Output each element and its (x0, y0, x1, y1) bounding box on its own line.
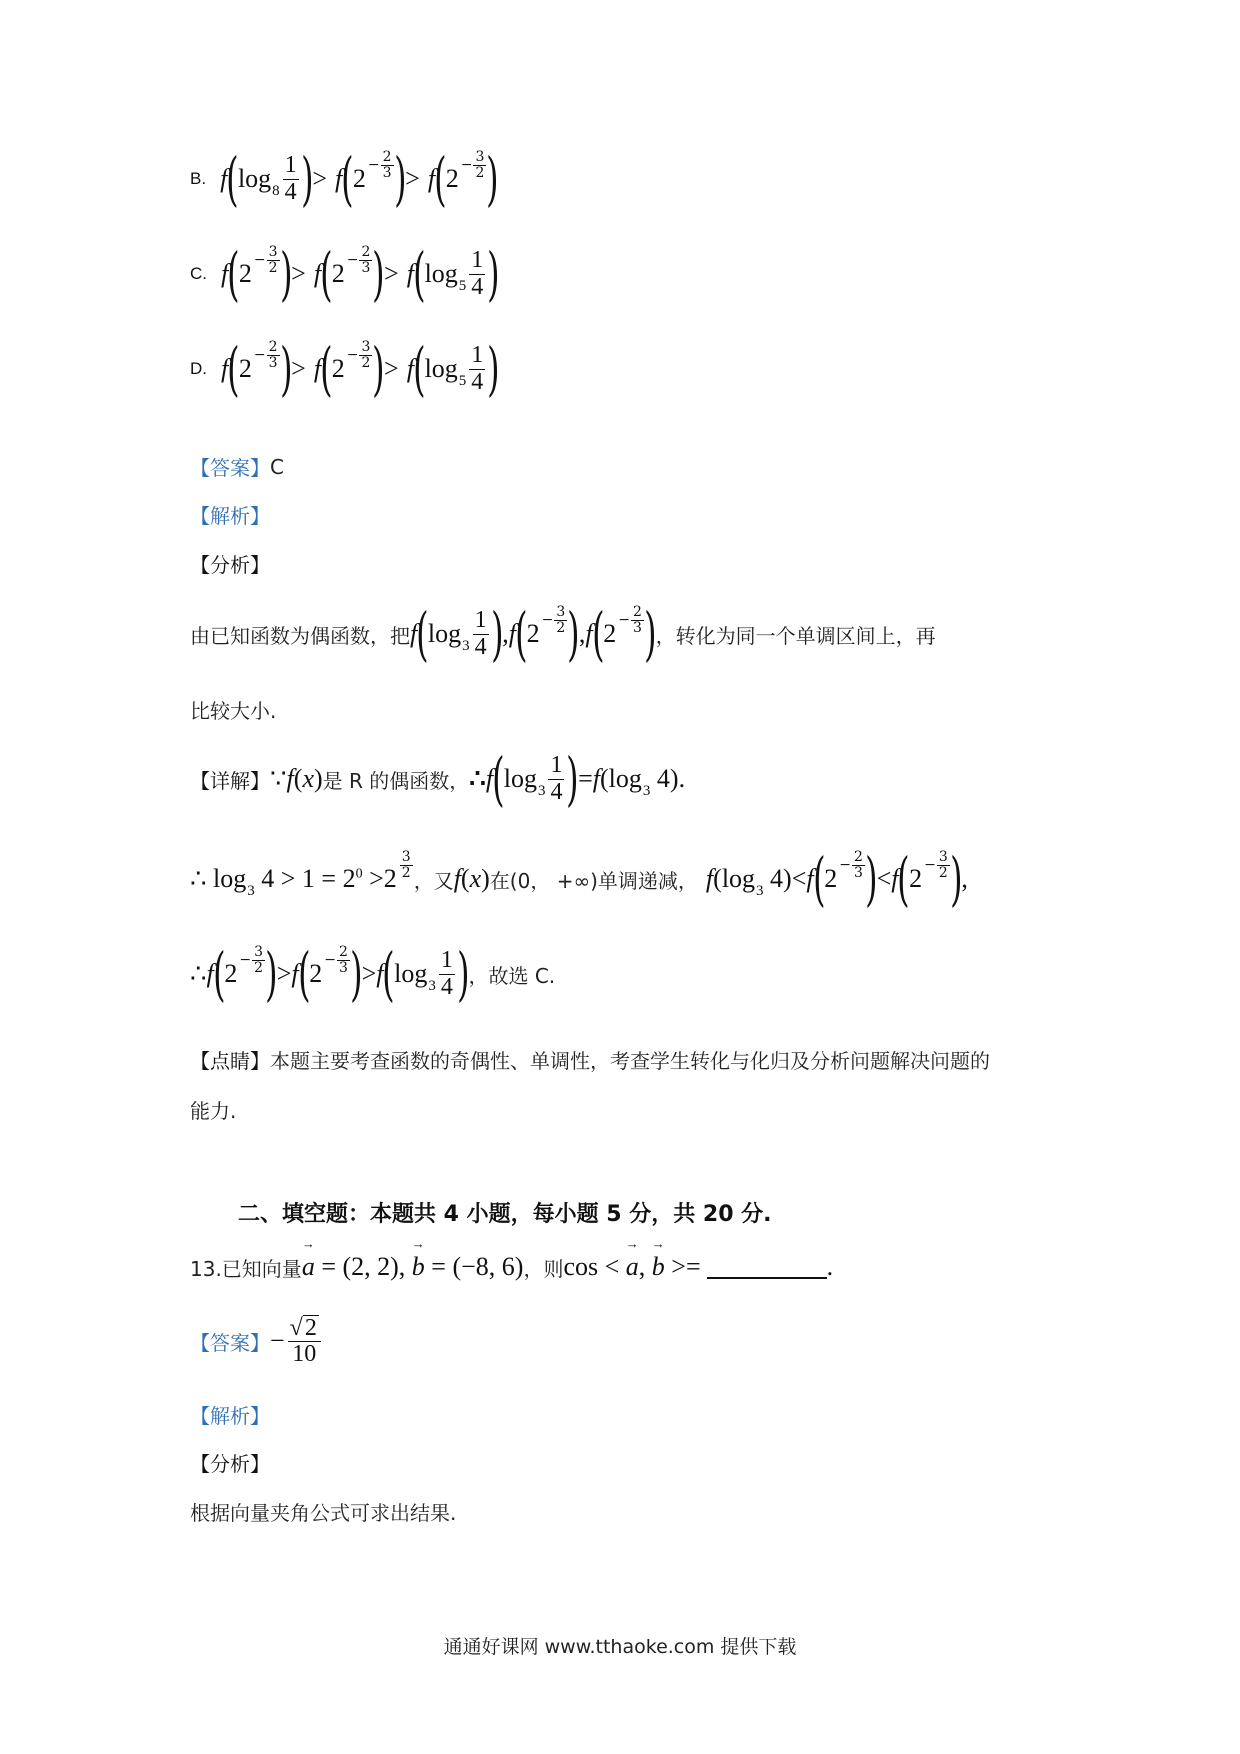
fenxi-text: 由已知函数为偶函数，把 (190, 623, 410, 648)
answer-tag: 【答案】 (190, 456, 270, 480)
dianjing-line-2 (190, 1095, 236, 1124)
detail-text: ，故选 C. (468, 963, 556, 988)
q13-analysis-line (190, 1400, 270, 1429)
q13-fenxi-line (190, 1448, 270, 1477)
detail-text: 在(0， +∞)单调递减， (489, 868, 698, 893)
fenxi-line (190, 549, 270, 578)
detail-line-1: 【详解】 ∵ f ( x ) 是 R 的偶函数， ∴ f ( $\log_3$ $\frac{1}{4}$ ) = f ($\log_3$ 4) . (190, 745, 686, 813)
answer-line (190, 452, 284, 481)
answer-tag: 【答案】 (190, 1330, 270, 1355)
question-text: ，则 (523, 1256, 564, 1281)
detail-text: ，又 (413, 868, 454, 893)
q13-fenxi-text-line (190, 1497, 456, 1526)
fenxi-paragraph-line-1: 由已知函数为偶函数，把 f ( $\log_3$ $\frac{1}{4}$ ) , f ( 2 − $\frac{3}{2}$ ) , f ( 2 − $\frac{2}{3}$ ) ，转化为同一个单调区间上，再 (190, 600, 936, 668)
fenxi-text: 根据向量夹角公式可求出结果. (190, 1501, 457, 1525)
option-label: B. (190, 169, 207, 188)
fenxi-text: 比较大小. (190, 699, 277, 723)
detail-line-2: ∴ $\log_3 4 > 1 = 2^0$ > 2 $\frac{3}{2}$ ，又 f ( x ) 在(0， +∞)单调递减， f ($\log_3$ 4) < f ( 2 − $\frac{2}{3}$ ) < f ( 2 − $\frac{3}{2}$ ) , (190, 845, 968, 913)
section-heading: 二、填空题：本题共 4 小题，每小题 5 分，共 20 分. (238, 1202, 772, 1227)
fenxi-tag: 【分析】 (190, 553, 270, 577)
option-label: D. (190, 359, 207, 378)
fenxi-paragraph-line-2 (190, 695, 276, 724)
option-b: B. f ( $\log_8$ $\frac{1}{4}$ ) > f ( 2 − $\frac{2}{3}$ ) > f ( 2 − $\frac{3}{2}$ ) (190, 145, 499, 213)
analysis-tag: 【解析】 (190, 504, 270, 528)
dianjing-line-1 (190, 1045, 990, 1074)
detail-text: 是 R 的偶函数， (322, 768, 470, 793)
question-13: 13.已知向量 → a = (2, 2), → b = (−8, 6) ，则 cos < → a, → b >= . (190, 1252, 833, 1282)
dianjing-text: 本题主要考查函数的奇偶性、单调性，考查学生转化与化归及分析问题解决问题的 (270, 1049, 990, 1073)
analysis-line (190, 500, 270, 529)
detail-line-3: ∴ f ( 2 − $\frac{3}{2}$ ) > f ( 2 − $\frac{2}{3}$ ) > f ( $\log_3$ $\frac{1}{4}$ ) ，故选 C. (190, 940, 556, 1008)
option-c: C. f ( 2 − $\frac{3}{2}$ ) > f ( 2 − $\frac{2}{3}$ ) > f ( $\log_5$ $\frac{1}{4}$ ) (190, 240, 500, 308)
question-text: 13.已知向量 (190, 1256, 302, 1281)
page-footer: 通通好课网 www.tthaoke.com 提供下载 (443, 1636, 797, 1658)
q13-answer-line: 【答案】 − √ 2 10 (190, 1315, 324, 1367)
detail-tag: 【详解】 (190, 768, 270, 793)
fenxi-text: ，转化为同一个单调区间上，再 (655, 623, 936, 648)
fenxi-tag: 【分析】 (190, 1452, 270, 1476)
dianjing-tag: 【点睛】 (190, 1049, 270, 1073)
option-d: D. f ( 2 − $\frac{2}{3}$ ) > f ( 2 − $\frac{3}{2}$ ) > f ( $\log_5$ $\frac{1}{4}$ ) (190, 335, 500, 403)
answer-value: C (270, 454, 284, 479)
analysis-tag: 【解析】 (190, 1404, 270, 1428)
option-label: C. (190, 264, 207, 283)
dianjing-text: 能力. (190, 1099, 237, 1123)
answer-blank (707, 1255, 827, 1279)
